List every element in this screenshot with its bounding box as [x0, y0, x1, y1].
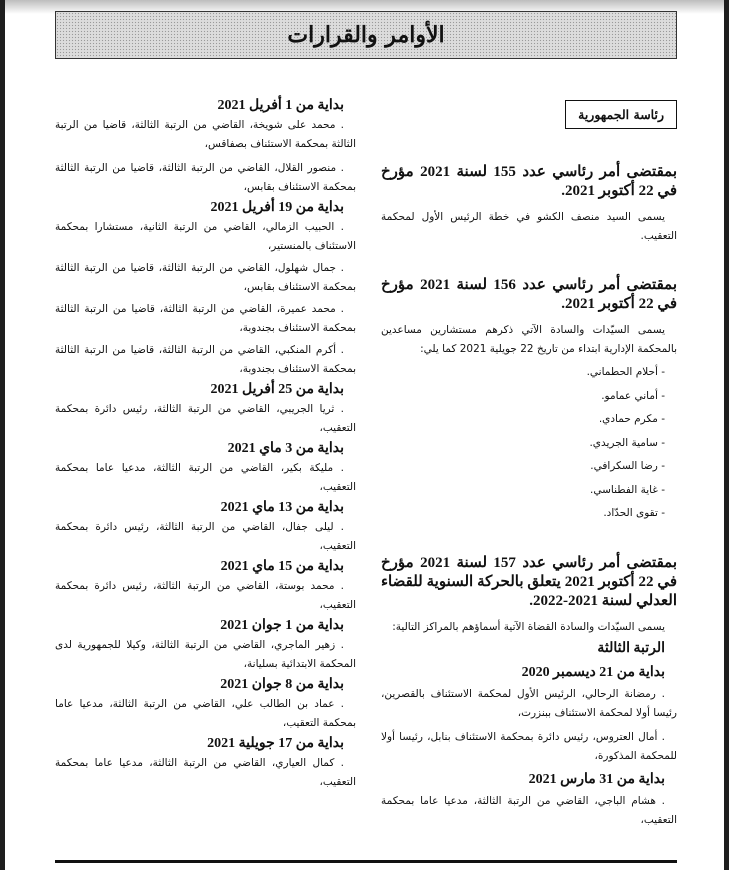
- entry: . عماد بن الطالب علي، القاضي من الرتبة الثالثة، مدعيا عاما بمحكمة التعقيب،: [55, 698, 356, 729]
- page-title: الأوامر والقرارات: [287, 22, 445, 48]
- order-heading: بمقتضى أمر رئاسي عدد 157 لسنة 2021 مؤرخ في 22 أكتوبر 2021 يتعلق بالحركة السنوية للقضاء العدلي لسنة 2021-2022.: [381, 554, 677, 609]
- list-item: - مكرم حمادي.: [598, 413, 665, 425]
- section-label: رئاسة الجمهورية: [578, 107, 664, 122]
- date-heading: بداية من 15 ماي 2021: [220, 559, 344, 574]
- entry: . ثريا الجريبي، القاضي من الرتبة الثالثة، رئيس دائرة بمحكمة التعقيب،: [55, 403, 356, 434]
- date-heading: بداية من 8 جوان 2021: [220, 677, 344, 692]
- order-body: يسمى السيّدات والسادة القضاة الآتية أسماؤهم بالمراكز التالية:: [392, 620, 665, 633]
- entry: . جمال شهلول، القاضي من الرتبة الثالثة، قاضيا من الرتبة الثالثة بمحكمة الاستئناف بقابس،: [55, 262, 356, 293]
- order-body: يسمى السيّدات والسادة الآتي ذكرهم مستشارين مساعدين بالمحكمة الإدارية ابتداء من تاريخ 22 جويلية 2021 كما يلي:: [381, 324, 677, 355]
- rank-heading: الرتبة الثالثة: [597, 640, 665, 656]
- section-title-banner: [55, 11, 677, 59]
- entry: . مليكة بكير، القاضي من الرتبة الثالثة، مدعيا عاما بمحكمة التعقيب،: [55, 462, 356, 493]
- entry: . محمد بوستة، القاضي من الرتبة الثالثة، رئيس دائرة بمحكمة التعقيب،: [55, 580, 356, 611]
- entry: . كمال العياري، القاضي من الرتبة الثالثة، مدعيا عاما بمحكمة التعقيب،: [55, 757, 356, 788]
- left-column: [55, 95, 356, 792]
- right-column: [381, 95, 677, 830]
- order-body: يسمى السيد منصف الكشو في خطة الرئيس الأول لمحكمة التعقيب.: [381, 211, 677, 242]
- list-item: - سامية الجريدي.: [589, 436, 665, 449]
- entry: . محمد على شويخة، القاضي من الرتبة الثالثة، قاضيا من الرتبة الثالثة بمحكمة الاستئناف بصفاقس،: [55, 119, 356, 150]
- document-page: [5, 0, 724, 870]
- entry: . هشام الباجي، القاضي من الرتبة الثالثة، مدعيا عاما بمحكمة التعقيب،: [381, 794, 677, 826]
- list-item: - رضا السكرافي.: [590, 460, 665, 472]
- date-heading: بداية من 13 ماي 2021: [220, 500, 344, 515]
- appointee-list: [381, 361, 677, 526]
- entry: . أكرم المنكبي، القاضي من الرتبة الثالثة، قاضيا من الرتبة الثالثة بمحكمة الاستئناف بجندوبة،: [55, 344, 356, 375]
- date-heading: بداية من 1 أفريل 2021: [217, 98, 344, 113]
- entry: . أمال العتروس، رئيس دائرة بمحكمة الاستئناف بنابل، رئيسا أولا للمحكمة المذكورة،: [381, 730, 677, 762]
- section-label-box: [565, 100, 677, 129]
- order-heading: بمقتضى أمر رئاسي عدد 156 لسنة 2021 مؤرخ في 22 أكتوبر 2021.: [381, 277, 677, 312]
- date-heading: بداية من 1 جوان 2021: [220, 618, 344, 633]
- date-heading: بداية من 31 مارس 2021: [528, 771, 665, 787]
- list-item: - أحلام الحطماني.: [586, 366, 665, 378]
- entry: . ليلى جفال، القاضي من الرتبة الثالثة، رئيس دائرة بمحكمة التعقيب،: [55, 521, 356, 552]
- entry: . محمد عميرة، القاضي من الرتبة الثالثة، قاضيا من الرتبة الثالثة بمحكمة الاستئناف بجندوبة،: [55, 303, 356, 334]
- entry: . زهير الماجري، القاضي من الرتبة الثالثة، وكيلا للجمهورية لدى المحكمة الابتدائية بسليانة،: [55, 639, 356, 670]
- list-item: - غاية الفطناسي.: [589, 483, 665, 496]
- list-item: - تقوى الحدّاد.: [603, 507, 665, 519]
- entry: . منصور القلال، القاضي من الرتبة الثالثة، قاضيا من الرتبة الثالثة بمحكمة الاستئناف بقابس،: [55, 162, 356, 193]
- date-heading: بداية من 19 أفريل 2021: [210, 200, 344, 215]
- date-heading: بداية من 17 جويلية 2021: [207, 736, 344, 751]
- date-heading: بداية من 3 ماي 2021: [227, 441, 344, 456]
- date-heading: بداية من 21 ديسمبر 2020: [521, 664, 665, 680]
- footer-rule: [55, 860, 677, 863]
- date-heading: بداية من 25 أفريل 2021: [210, 382, 344, 397]
- order-heading: بمقتضى أمر رئاسي عدد 155 لسنة 2021 مؤرخ في 22 أكتوبر 2021.: [381, 164, 677, 199]
- entry: . الحبيب الزمالي، القاضي من الرتبة الثانية، مستشارا بمحكمة الاستئناف بالمنستير،: [55, 221, 356, 252]
- entry: . رمضانة الرحالي، الرئيس الأول لمحكمة الاستئناف بالقصرين، رئيسا أولا لمحكمة الاستئناف ببنزرت،: [381, 687, 677, 719]
- list-item: - أماني عمامو.: [601, 389, 665, 402]
